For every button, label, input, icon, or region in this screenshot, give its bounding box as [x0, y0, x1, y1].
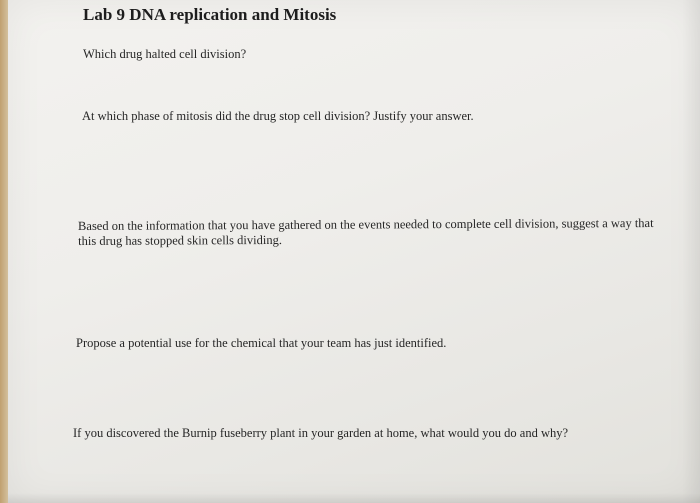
page-shadow — [682, 0, 700, 503]
page-bottom-shadow — [8, 493, 700, 503]
worksheet-title: Lab 9 DNA replication and Mitosis — [83, 5, 337, 24]
question-4: Propose a potential use for the chemical that your team has just identified. — [76, 336, 447, 350]
question-2: At which phase of mitosis did the drug stop cell division? Justify your answer. — [82, 109, 474, 123]
question-1: Which drug halted cell division? — [83, 47, 247, 61]
question-5: If you discovered the Burnip fuseberry plant in your garden at home, what would you do and why? — [73, 426, 569, 440]
question-3: Based on the information that you have gathered on the events needed to complete cell division, suggest a way that this drug has stopped skin cells dividing. — [78, 215, 654, 248]
